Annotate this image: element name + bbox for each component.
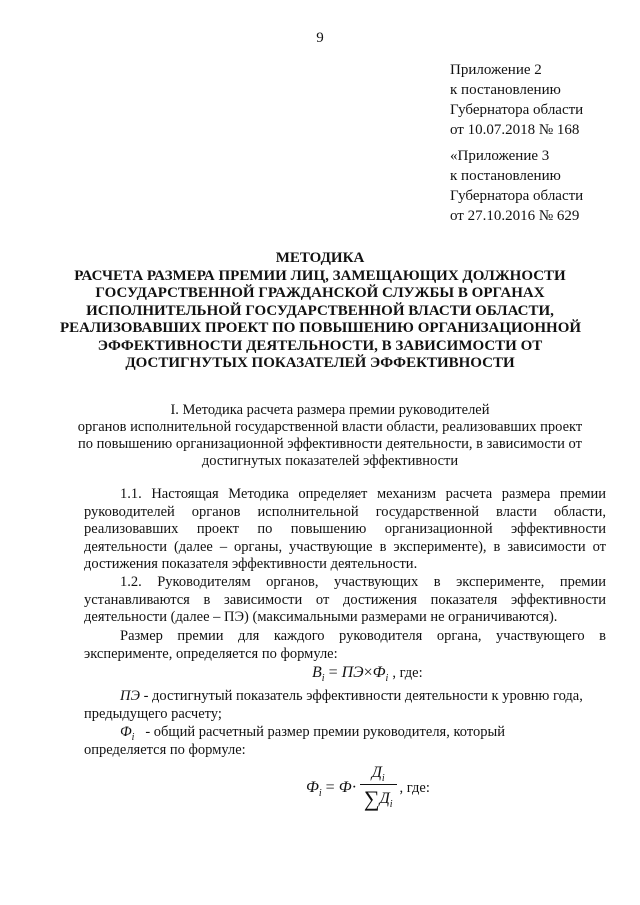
formula-symbol: B: [312, 664, 322, 681]
paragraph-line: деятельности (далее – органы, участвующие в эксперименте), в зависимости от: [84, 538, 606, 555]
section-line: органов исполнительной государственной власти области, реализовавших проект: [77, 419, 583, 435]
paragraph-line: устанавливаются в зависимости от достижения показателя эффективности: [84, 591, 606, 608]
paragraph-line: 1.1. Настоящая Методика определяет механизм расчета размера премии: [120, 486, 606, 502]
formula-symbol: Ф: [372, 664, 386, 681]
formula-operator: ×: [363, 664, 373, 681]
appendix-current-block: [450, 60, 583, 140]
appendix-line: «Приложение 3: [450, 148, 550, 164]
appendix-line: к постановлению: [450, 82, 561, 98]
formula-operator: =: [328, 664, 338, 681]
formula-subscript: i: [385, 673, 389, 685]
definition-symbol: Ф: [120, 724, 132, 740]
formula-operator: ·: [351, 778, 357, 796]
formula-subscript: i: [389, 799, 393, 811]
formula-symbol: Ф: [338, 778, 352, 796]
definition-subscript: i: [131, 731, 135, 743]
title-line: ГОСУДАРСТВЕННОЙ ГРАЖДАНСКОЙ СЛУЖБЫ В ОРГАНАХ: [95, 285, 545, 301]
appendix-line: от 27.10.2016 № 629: [450, 208, 580, 224]
appendix-line: Приложение 2: [450, 62, 542, 78]
section-line: I. Методика расчета размера премии руководителей: [170, 402, 490, 418]
paragraph-line: руководителей органов исполнительной государственной власти области,: [84, 503, 606, 520]
sum-symbol: ∑: [363, 786, 380, 812]
formula-symbol: Ф: [306, 778, 319, 796]
title-line: РАСЧЕТА РАЗМЕРА ПРЕМИИ ЛИЦ, ЗАМЕЩАЮЩИХ ДОЛЖНОСТИ: [74, 267, 566, 284]
formula-symbol: ПЭ: [341, 664, 364, 681]
appendix-original-block: [450, 146, 583, 226]
fraction-numerator: [360, 764, 397, 785]
paragraph-1-1: [84, 486, 606, 574]
formula-symbol: Д: [379, 790, 390, 808]
formula-premium: [312, 664, 423, 684]
paragraph-premium-size: [84, 628, 606, 663]
title-line: ИСПОЛНИТЕЛЬНОЙ ГОСУДАРСТВЕННОЙ ВЛАСТИ ОБЛАСТИ,: [86, 302, 554, 319]
paragraph-line: реализовавших проект по повышению организационной эффективности: [84, 521, 606, 537]
definition-line: определяется по формуле:: [84, 741, 246, 758]
formula-subscript: i: [381, 773, 385, 785]
section-line: достигнутых показателей эффективности: [201, 453, 459, 469]
formula-operator: =: [325, 778, 335, 796]
appendix-line: Губернатора области: [450, 188, 584, 204]
formula-tail: , где:: [399, 779, 430, 796]
formula-total-premium: [306, 764, 430, 812]
formula-symbol: Д: [371, 764, 382, 781]
paragraph-line: достижения показателя эффективности деятельности.: [84, 556, 418, 572]
title-line: ДОСТИГНУТЫХ ПОКАЗАТЕЛЕЙ ЭФФЕКТИВНОСТИ: [125, 355, 515, 371]
document-title: [60, 250, 580, 373]
paragraph-line: 1.2. Руководителям органов, участвующих в эксперименте, премии: [120, 574, 606, 590]
definition-text: - достигнутый показатель эффективности деятельности к уровню года,: [139, 688, 583, 704]
appendix-line: от 10.07.2018 № 168: [450, 122, 580, 138]
title-heading: МЕТОДИКА: [275, 250, 365, 266]
definition-symbol: ПЭ: [120, 688, 140, 704]
paragraph-1-2: [84, 574, 606, 627]
formula-fraction: [360, 764, 397, 812]
formula-subscript: i: [321, 673, 325, 685]
formula-subscript: i: [318, 787, 322, 799]
definition-line: [84, 688, 606, 706]
page-number: 9: [316, 30, 324, 46]
appendix-line: к постановлению: [450, 168, 561, 184]
section-1-heading: [60, 402, 600, 470]
definition-phi: [84, 724, 606, 759]
definition-line: [84, 724, 606, 742]
paragraph-line: деятельности (далее – ПЭ) (максимальными размерами не ограничиваются).: [84, 609, 558, 625]
fraction-denominator: [360, 785, 397, 812]
title-line: ЭФФЕКТИВНОСТИ ДЕЯТЕЛЬНОСТИ, В ЗАВИСИМОСТИ ОТ: [97, 337, 543, 354]
definition-pe: [84, 688, 606, 723]
section-line: по повышению организационной эффективности деятельности, в зависимости от: [78, 436, 582, 452]
definition-text: - общий расчетный размер премии руководителя, который: [145, 724, 505, 740]
paragraph-line: эксперименте, определяется по формуле:: [84, 645, 338, 662]
appendix-line: Губернатора области: [450, 102, 584, 118]
formula-tail: , где:: [392, 665, 423, 681]
paragraph-line: Размер премии для каждого руководителя органа, участвующего в: [120, 628, 606, 644]
title-line: РЕАЛИЗОВАВШИХ ПРОЕКТ ПО ПОВЫШЕНИЮ ОРГАНИЗАЦИОННОЙ: [60, 320, 582, 336]
definition-line: предыдущего расчету;: [84, 705, 222, 722]
